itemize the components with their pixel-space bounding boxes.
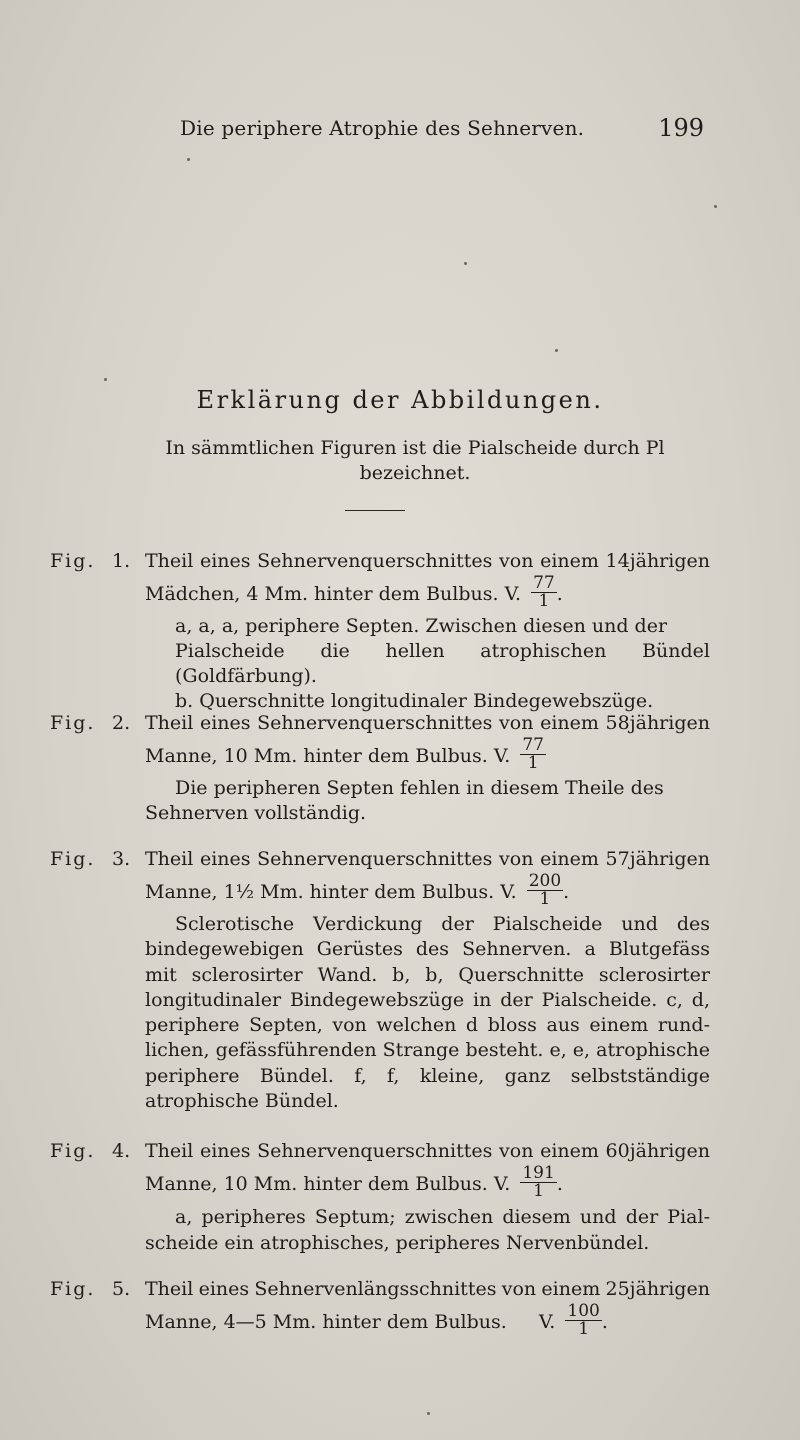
caption-word: Theil [145,550,194,572]
description-line: atrophische Bündel. [145,1090,339,1113]
caption-line: Manne, 4—5 Mm. hinter dem Bulbus. V. $\frac{100}{1}$ . [145,1300,608,1339]
caption-word: Theil [145,848,194,870]
caption-word: von [499,550,534,572]
description-line: periphere Septen, von welchen d bloss aus einem rund- [145,1014,710,1037]
caption-word: von [499,712,534,734]
figure-label: Fig. [50,550,96,572]
caption-line [145,846,710,872]
page-number: 199 [658,114,704,142]
caption-word: einem [540,1140,599,1162]
description-line: Die peripheren Septen fehlen in diesem Theile des [175,777,664,799]
caption-word: Theil [145,712,194,734]
caption-word: 57jährigen [605,848,710,870]
figure-entry-4 [50,1138,710,1256]
figure-caption [145,1138,710,1256]
caption-text: V. [538,1311,556,1333]
description-line: mit sclerosirter Wand. b, b, Querschnitte sclerosirter [145,963,710,986]
description-line: a, a, a, periphere Septen. Zwischen diesen und der [175,615,668,637]
section-title: Erklärung der Abbildungen. [196,386,604,414]
speck-mark [427,1412,430,1415]
speck-mark [464,262,467,265]
caption-line: Manne, 1½ Mm. hinter dem Bulbus. V. $\frac{200}{1}$ . [145,870,570,909]
caption-word: eines [199,712,251,734]
caption-line: Manne, 10 Mm. hinter dem Bulbus. V. $\frac{191}{1}$ . [145,1162,563,1201]
caption-word: Sehnervenquerschnittes [257,712,493,734]
caption-text: Manne, 1½ Mm. hinter dem Bulbus. V. [145,881,517,903]
caption-line [145,710,710,736]
figure-number: 3. [112,848,131,870]
figure-description [145,912,710,1114]
fraction-denominator: 1 [533,1180,544,1201]
description-line: b. Querschnitte longitudinaler Bindegewebszüge. [175,690,654,712]
fraction-numerator: 200 [528,870,562,891]
speck-mark [714,205,717,208]
caption-word: 58jährigen [605,712,710,734]
fraction-numerator: 191 [522,1162,555,1183]
figure-caption [145,1276,710,1342]
caption-word: 60jährigen [605,1140,710,1162]
description-line: scheide ein atrophisches, peripheres Nervenbündel. [145,1232,650,1254]
caption-word: 25jährigen [605,1278,710,1300]
magnification-fraction [531,572,557,611]
caption-word: eines [198,1278,250,1300]
description-line: lichen, gefässführenden Strange besteht. e, e, atrophische [145,1039,710,1062]
speck-mark [555,349,558,352]
caption-line [145,1276,710,1302]
caption-word: Sehnervenlängsschnittes [254,1278,497,1300]
figure-label: Fig. [50,848,96,870]
magnification-fraction [527,870,563,909]
figure-label: Fig. [50,1278,96,1300]
figure-label: Fig. [50,1140,96,1162]
caption-text: Manne, 10 Mm. hinter dem Bulbus. V. [145,745,511,767]
running-title: Die periphere Atrophie des Sehnerven. [180,116,585,140]
figure-description [145,1204,710,1256]
caption-word: einem [540,848,599,870]
caption-word: Theil [145,1278,194,1300]
caption-text: Manne, 10 Mm. hinter dem Bulbus. V. [145,1173,511,1195]
caption-word: eines [199,550,251,572]
description-line: longitudinaler Bindegewebszüge in der Pialscheide. c, d, [145,988,710,1011]
fraction-denominator: 1 [578,1318,590,1339]
magnification-fraction [520,734,546,773]
caption-word: Sehnervenquerschnittes [257,848,493,870]
running-header [180,116,710,152]
caption-word: Sehnervenquerschnittes [257,1140,493,1162]
figure-caption [145,846,710,1114]
caption-line: Mädchen, 4 Mm. hinter dem Bulbus. V. $\frac{77}{1}$ . [145,572,563,611]
caption-word: eines [199,848,251,870]
fraction-denominator: 1 [538,590,550,611]
caption-word: einem [541,1278,601,1300]
section-divider [345,510,405,511]
figure-entry-5 [50,1276,710,1342]
fraction-numerator: 77 [533,572,555,593]
intro-text [140,436,690,486]
fraction-numerator: 77 [522,734,544,755]
caption-word: von [499,1140,534,1162]
description-line: bindegewebigen Gerüstes des Sehnerven. a Blutgefäss [145,938,710,961]
caption-line [145,736,710,776]
caption-word: von [501,1278,537,1300]
description-line: Sehnerven vollständig. [145,802,367,824]
fraction-denominator: 1 [539,888,551,909]
speck-mark [187,158,190,161]
figure-number: 1. [112,550,131,572]
intro-line: In sämmtlichen Figuren ist die Pialscheide durch Pl [165,437,665,459]
speck-mark [104,378,107,381]
fraction-numerator: 100 [567,1300,600,1321]
figure-label: Fig. [50,712,96,734]
figure-caption [145,548,710,614]
description-line: Pialscheide die hellen atrophischen Bündel (Goldfärbung). [175,640,710,687]
fraction-denominator: 1 [527,752,539,773]
caption-word: Sehnervenquerschnittes [257,550,493,572]
description-line: a, peripheres Septum; zwischen diesem und der Pial- [175,1206,710,1228]
figure-entry-3 [50,846,710,1114]
caption-line [145,548,710,574]
figure-caption [145,710,710,826]
intro-line: bezeichnet. [359,462,471,484]
caption-word: von [499,848,534,870]
figure-entry-2 [50,710,710,826]
caption-text: Manne, 4—5 Mm. hinter dem Bulbus. [145,1311,507,1333]
figure-number: 4. [112,1140,131,1162]
magnification-fraction [565,1300,601,1339]
magnification-fraction [520,1162,556,1201]
caption-word: einem [540,712,599,734]
description-line: periphere Bündel. f, f, kleine, ganz selbstständige [145,1064,710,1087]
figure-number: 5. [112,1278,131,1300]
figure-number: 2. [112,712,131,734]
caption-text: Mädchen, 4 Mm. hinter dem Bulbus. V. [145,583,522,605]
caption-word: 14jährigen [605,550,710,572]
figure-description [175,614,710,714]
caption-word: einem [540,550,599,572]
caption-word: Theil [145,1140,194,1162]
caption-word: eines [199,1140,251,1162]
figure-description [175,776,710,801]
figure-entry-1 [50,548,710,714]
description-line: Sclerotische Verdickung der Pialscheide und des [175,913,710,935]
caption-line [145,1138,710,1164]
